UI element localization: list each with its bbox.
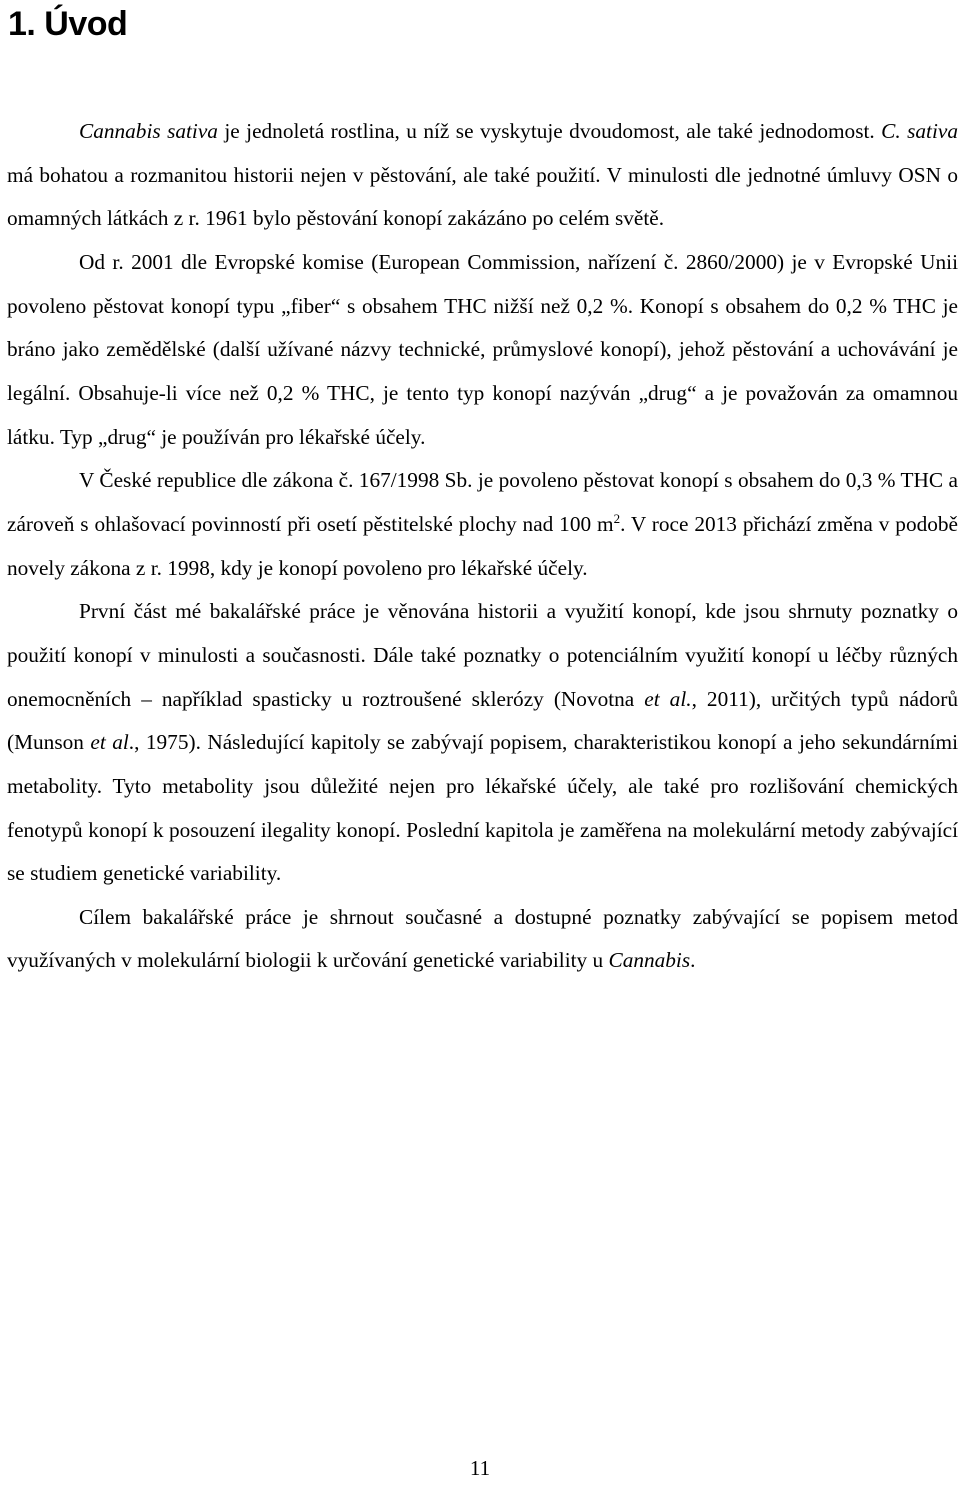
chapter-body <box>7 110 958 983</box>
species-name: Cannabis sativa <box>79 119 218 143</box>
text-run: . V roce 2013 přichází změna v podobě novely zákona z r. 1998, kdy je konopí povoleno pro lékařské účely. <box>7 511 958 580</box>
text-run: Cílem bakalářské práce je shrnout současné a dostupné poznatky zabývající se popisem metod využívaných v molekulární biologii k určování genetické variability u <box>7 904 958 973</box>
text-run: má bohatou a rozmanitou historii nejen v pěstování, ale také použití. V minulosti dle jednotné úmluvy OSN o omamných látkách z r. 1961 bylo pěstování konopí zakázáno po celém světě. <box>7 162 958 231</box>
paragraph-aim <box>7 896 958 983</box>
text-run: . <box>690 948 696 973</box>
paragraph-thesis-outline <box>7 590 958 896</box>
superscript: 2 <box>613 510 621 526</box>
paragraph-intro <box>7 110 958 241</box>
page-number: 11 <box>469 1456 491 1480</box>
paragraph-eu-regulation: Od r. 2001 dle Evropské komise (European Commission, nařízení č. 2860/2000) je v Evropské Unii povoleno pěstovat konopí typu „fiber“ s obsahem THC nižší než 0,2 %. Konopí s obsahem do 0,2 % THC je bráno jako zemědělské (další užívané názvy technické, průmyslové konopí), jehož pěstování a uchovávání je legální. Obsahuje-li více než 0,2 % THC, je tento typ konopí nazýván „drug“ a je považován za omamnou látku. Typ „drug“ je používán pro lékařské účely. <box>7 249 958 449</box>
text-run: První část mé bakalářské práce je věnována historii a využití konopí, kde jsou shrnuty poznatky o použití konopí v minulosti a současnosti. Dále také poznatky o potenciálním využití konopí u léčby různých onemocněních – například spasticky u roztroušené sklerózy (Novotna <box>7 599 958 711</box>
paragraph-czech-law <box>7 459 958 590</box>
species-abbrev: C. sativa <box>881 119 958 143</box>
text-run: ., 1975). Následující kapitoly se zabývají popisem, charakteristikou konopí a jeho sekundárními metabolity. Tyto metabolity jsou důležité nejen pro lékařské účely, ale také pro rozlišování chemických fenotypů konopí k posouzení ilegality konopí. Poslední kapitola je zaměřena na molekulární metody zabývající se studiem genetické variability. <box>7 730 959 886</box>
text-run: V České republice dle zákona č. 167/1998 Sb. je povoleno pěstovat konopí s obsahem do 0,3 % THC a zároveň s ohlašovací povinností při osetí pěstitelské plochy nad 100 m <box>7 468 958 536</box>
chapter-heading: 1. Úvod <box>8 5 128 43</box>
citation-etal: et al <box>90 730 129 755</box>
text-run: je jednoletá rostlina, u níž se vyskytuje dvoudomost, ale také jednodomost. <box>217 119 882 143</box>
text-run: , 2011), určitých typů nádorů (Munson <box>7 686 958 755</box>
genus-name: Cannabis <box>608 948 691 973</box>
citation-etal: et al. <box>644 686 692 711</box>
